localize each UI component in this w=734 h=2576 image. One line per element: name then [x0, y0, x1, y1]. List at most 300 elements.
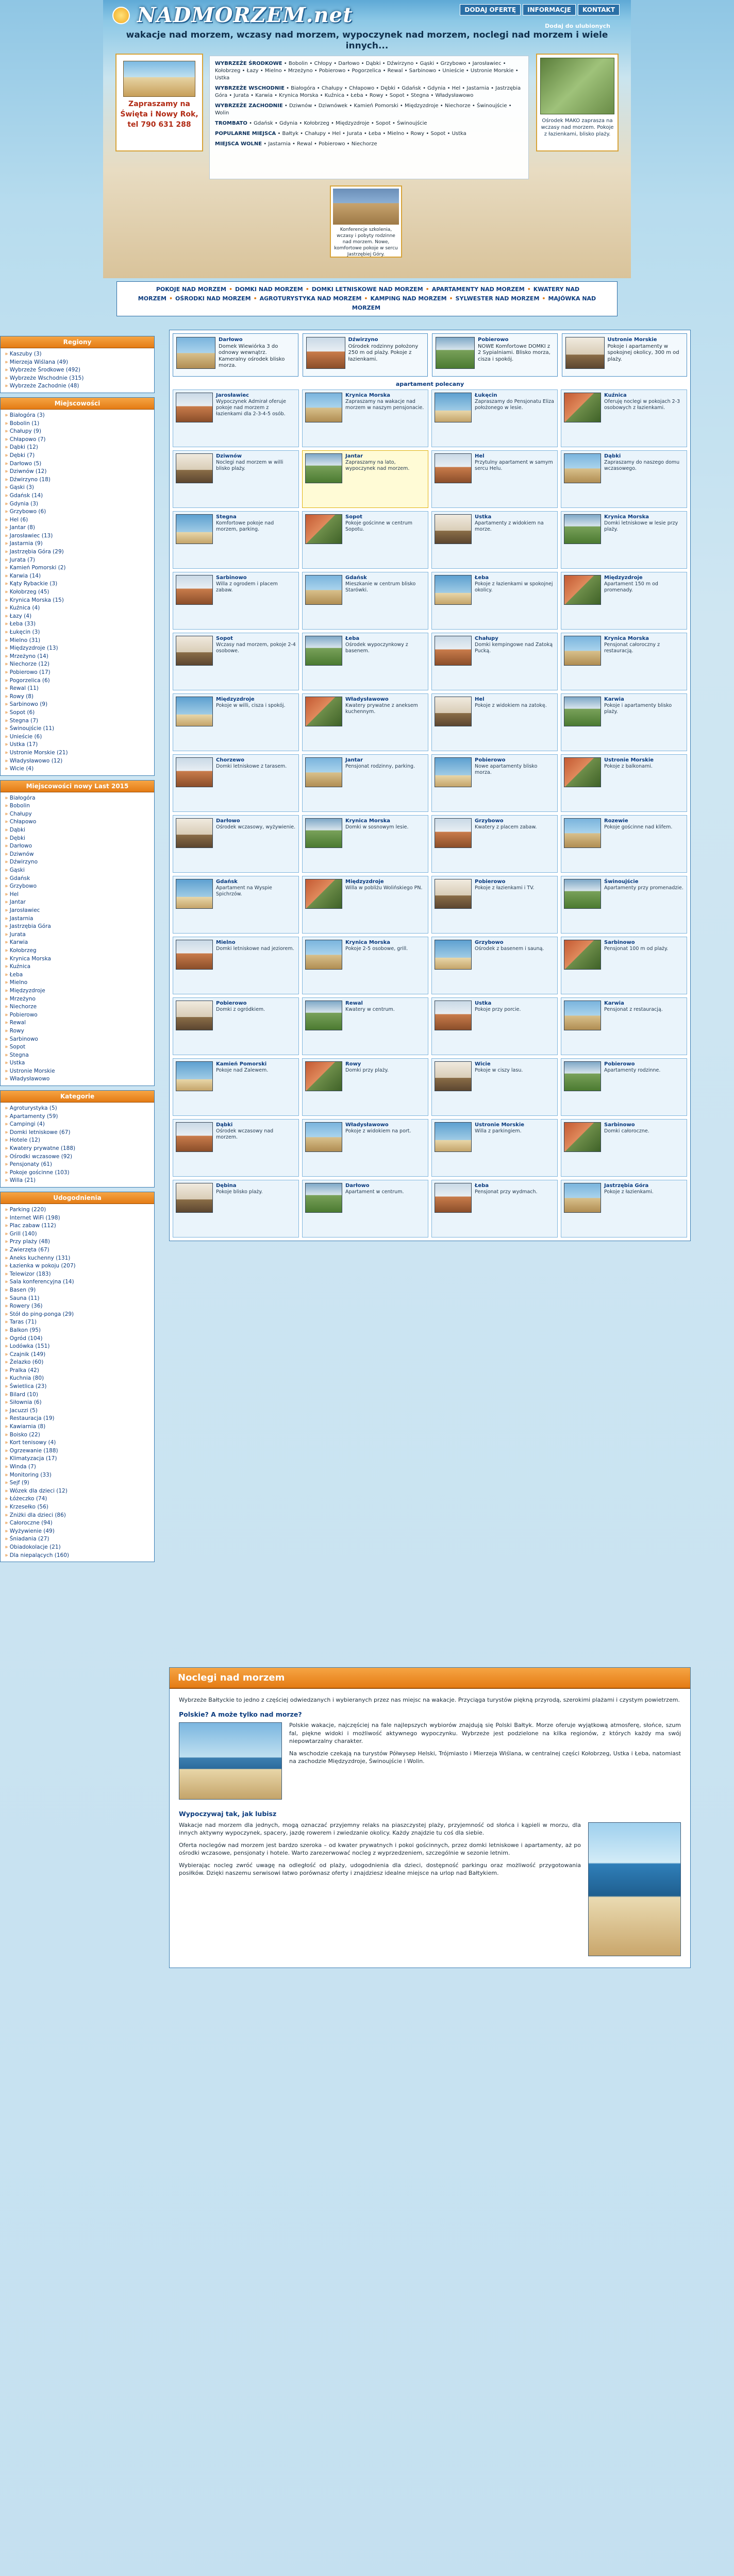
- sidebar-link[interactable]: Pogorzelica (6): [9, 677, 50, 684]
- sidebar-link[interactable]: Rewal: [9, 1020, 26, 1026]
- offer-card[interactable]: [561, 389, 687, 447]
- offer-title[interactable]: Krynica Morska: [345, 818, 391, 824]
- offer-card[interactable]: [561, 815, 687, 873]
- offer-thumbnail[interactable]: [176, 818, 213, 848]
- sidebar-link[interactable]: Czajnik (149): [9, 1351, 46, 1358]
- offer-title[interactable]: Pobierowo: [216, 1001, 247, 1006]
- sidebar-link[interactable]: Chałupy (9): [9, 428, 41, 435]
- sidebar-link[interactable]: Jarosławiec (13): [9, 532, 53, 539]
- offer-title[interactable]: Hel: [475, 697, 485, 702]
- sidebar-link[interactable]: Międzyzdroje (13): [9, 645, 58, 652]
- sidebar-link[interactable]: Lodówka (151): [9, 1343, 50, 1350]
- offer-card[interactable]: [302, 693, 428, 751]
- offer-title[interactable]: Ustka: [475, 514, 492, 520]
- sidebar-link[interactable]: Rowy (8): [9, 693, 34, 700]
- offer-thumbnail[interactable]: [564, 453, 601, 483]
- region-places[interactable]: Bobolin • Chłopy • Darłowo • Dąbki • Dźwirzyno • Gąski • Grzybowo • Jarosławiec • Kołobrzeg • Łazy • Mielno • Mrzeżyno • Pobierowo • Pogorzelica • Rewal • Sarbinowo • Unieście • Ustronie Morskie • Ustka: [215, 61, 519, 81]
- offer-thumbnail[interactable]: [176, 636, 213, 666]
- offer-card[interactable]: [173, 876, 299, 934]
- sidebar-link[interactable]: Wybrzeże Zachodnie (48): [9, 383, 79, 389]
- offer-title[interactable]: Międzyzdroje: [345, 879, 384, 885]
- sidebar-link[interactable]: Dębki: [9, 835, 25, 841]
- offer-title[interactable]: Rozewie: [604, 818, 628, 824]
- sidebar-link[interactable]: Bobolin (1): [9, 420, 40, 427]
- sidebar-link[interactable]: Kawiarnia (8): [9, 1423, 46, 1430]
- offer-thumbnail[interactable]: [564, 697, 601, 726]
- sidebar-link[interactable]: Kąty Rybackie (3): [9, 581, 58, 587]
- sidebar-link[interactable]: Rewal (11): [9, 685, 39, 692]
- sidebar-link[interactable]: Willa (21): [9, 1177, 36, 1184]
- offer-title[interactable]: Grzybowo: [475, 818, 504, 824]
- offer-thumbnail[interactable]: [176, 337, 215, 369]
- sidebar-link[interactable]: Ustka: [9, 1060, 25, 1066]
- add-to-favorites-link[interactable]: Dodaj do ulubionych: [545, 23, 610, 29]
- offer-card[interactable]: [173, 633, 299, 690]
- top-offer-card[interactable]: [173, 333, 298, 377]
- region-label[interactable]: WYBRZEŻE ZACHODNIE: [215, 103, 283, 109]
- offer-title[interactable]: Pobierowo: [478, 337, 509, 343]
- sidebar-link[interactable]: Mrzeżyno: [9, 995, 36, 1002]
- sidebar-link[interactable]: Dźwirzyno (18): [9, 476, 51, 483]
- offer-thumbnail[interactable]: [435, 636, 472, 666]
- offer-thumbnail[interactable]: [176, 1061, 213, 1091]
- sidebar-link[interactable]: Darłowo: [9, 843, 32, 850]
- offer-card[interactable]: [302, 389, 428, 447]
- sidebar-link[interactable]: Dziwnów (12): [9, 468, 47, 475]
- offer-card[interactable]: [173, 815, 299, 873]
- offer-title[interactable]: Krynica Morska: [604, 636, 649, 641]
- main-nav-item[interactable]: MAJÓWKA NAD MORZEM: [352, 295, 596, 311]
- offer-card[interactable]: [561, 876, 687, 934]
- sidebar-link[interactable]: Obiadokolacje (21): [9, 1544, 61, 1550]
- region-places[interactable]: Gdańsk • Gdynia • Kołobrzeg • Międzyzdroje • Sopot • Świnoujście: [254, 121, 427, 126]
- sidebar-link[interactable]: Stół do ping-ponga (29): [9, 1311, 74, 1317]
- sidebar-link[interactable]: Łukęcin (3): [9, 629, 40, 635]
- offer-card[interactable]: [302, 997, 428, 1055]
- offer-thumbnail[interactable]: [176, 697, 213, 726]
- region-label[interactable]: TROMBATO: [215, 121, 247, 126]
- offer-card[interactable]: [173, 754, 299, 812]
- offer-thumbnail[interactable]: [305, 636, 342, 666]
- offer-title[interactable]: Dziwnów: [216, 453, 242, 459]
- sidebar-link[interactable]: Stegna (7): [9, 717, 38, 724]
- offer-card[interactable]: [302, 1119, 428, 1177]
- sidebar-link[interactable]: Jurata: [9, 931, 26, 938]
- offer-thumbnail[interactable]: [305, 575, 342, 605]
- sidebar-link[interactable]: Gdańsk: [9, 875, 30, 882]
- sidebar-link[interactable]: Jacuzzi (5): [9, 1407, 38, 1414]
- offer-thumbnail[interactable]: [435, 818, 472, 848]
- sidebar-link[interactable]: Balkon (95): [9, 1327, 41, 1333]
- offer-title[interactable]: Międzyzdroje: [604, 575, 643, 581]
- offer-title[interactable]: Dąbki: [604, 453, 621, 459]
- offer-thumbnail[interactable]: [305, 1061, 342, 1091]
- offer-thumbnail[interactable]: [305, 1183, 342, 1213]
- offer-title[interactable]: Władysławowo: [345, 697, 389, 702]
- offer-thumbnail[interactable]: [564, 1001, 601, 1030]
- sidebar-link[interactable]: Basen (9): [9, 1286, 36, 1293]
- offer-thumbnail[interactable]: [305, 1122, 342, 1152]
- offer-thumbnail[interactable]: [564, 514, 601, 544]
- sidebar-link[interactable]: Karwia (14): [9, 572, 41, 579]
- sidebar-link[interactable]: Wybrzeże Wschodnie (315): [9, 375, 84, 381]
- offer-title[interactable]: Jastrzębia Góra: [604, 1183, 649, 1189]
- sidebar-link[interactable]: Pokoje gościnne (103): [9, 1169, 70, 1176]
- offer-thumbnail[interactable]: [435, 757, 472, 787]
- main-nav-item[interactable]: KWATERY NAD MORZEM: [138, 286, 580, 302]
- sidebar-link[interactable]: Taras (71): [9, 1319, 37, 1326]
- offer-thumbnail[interactable]: [306, 337, 345, 369]
- sidebar-link[interactable]: Pobierowo: [9, 1011, 38, 1018]
- sidebar-link[interactable]: Białogóra: [9, 794, 36, 801]
- offer-title[interactable]: Ustka: [475, 1001, 492, 1006]
- offer-thumbnail[interactable]: [305, 514, 342, 544]
- sidebar-link[interactable]: Boisko (22): [9, 1431, 40, 1438]
- offer-thumbnail[interactable]: [435, 453, 472, 483]
- sidebar-link[interactable]: Łeba (33): [9, 621, 36, 628]
- sidebar-link[interactable]: Stegna: [9, 1052, 29, 1058]
- offer-card[interactable]: [173, 1058, 299, 1116]
- offer-card[interactable]: [431, 389, 558, 447]
- offer-thumbnail[interactable]: [435, 1001, 472, 1030]
- offer-title[interactable]: Rowy: [345, 1061, 361, 1067]
- offer-title[interactable]: Dąbki: [216, 1122, 233, 1128]
- offer-thumbnail[interactable]: [564, 636, 601, 666]
- offer-title[interactable]: Pobierowo: [604, 1061, 635, 1067]
- offer-title[interactable]: Kuźnica: [604, 393, 627, 398]
- sidebar-link[interactable]: Kuźnica: [9, 963, 31, 970]
- offer-card[interactable]: [302, 633, 428, 690]
- sidebar-link[interactable]: Campingi (4): [9, 1121, 45, 1128]
- sidebar-link[interactable]: Telewizor (183): [9, 1270, 51, 1277]
- sidebar-link[interactable]: Winda (7): [9, 1464, 36, 1470]
- sidebar-link[interactable]: Kamień Pomorski (2): [9, 565, 66, 571]
- offer-thumbnail[interactable]: [176, 757, 213, 787]
- offer-title[interactable]: Dźwirzyno: [348, 337, 378, 343]
- sidebar-link[interactable]: Ogród (104): [9, 1335, 43, 1342]
- offer-card[interactable]: [302, 1180, 428, 1238]
- offer-title[interactable]: Chorzewo: [216, 757, 244, 763]
- offer-thumbnail[interactable]: [176, 1122, 213, 1152]
- offer-card[interactable]: [431, 1119, 558, 1177]
- offer-thumbnail[interactable]: [305, 818, 342, 848]
- main-nav-item[interactable]: OŚRODKI NAD MORZEM: [175, 295, 251, 302]
- sidebar-link[interactable]: Kołobrzeg (45): [9, 589, 49, 596]
- sidebar-link[interactable]: Kuchnia (80): [9, 1375, 44, 1382]
- sidebar-link[interactable]: Wybrzeże Środkowe (492): [9, 367, 81, 374]
- sidebar-link[interactable]: Całoroczne (94): [9, 1520, 53, 1527]
- sidebar-link[interactable]: Kuźnica (4): [9, 605, 40, 612]
- offer-title[interactable]: Sopot: [345, 514, 362, 520]
- sidebar-link[interactable]: Mielno: [9, 979, 28, 986]
- offer-title[interactable]: Sopot: [216, 636, 233, 641]
- sidebar-link[interactable]: Przy plaży (48): [9, 1239, 50, 1245]
- sidebar-link[interactable]: Pensjonaty (61): [9, 1161, 52, 1168]
- offer-card[interactable]: [431, 1058, 558, 1116]
- offer-title[interactable]: Mielno: [216, 940, 236, 945]
- sidebar-link[interactable]: Międzyzdroje: [9, 987, 45, 994]
- offer-card[interactable]: [173, 693, 299, 751]
- sidebar-link[interactable]: Dla niepalących (160): [9, 1552, 70, 1558]
- offer-thumbnail[interactable]: [565, 337, 605, 369]
- offer-title[interactable]: Pobierowo: [475, 879, 506, 885]
- offer-thumbnail[interactable]: [176, 514, 213, 544]
- offer-card[interactable]: [431, 815, 558, 873]
- sidebar-link[interactable]: Hel (6): [9, 516, 28, 523]
- offer-card[interactable]: [561, 937, 687, 994]
- offer-thumbnail[interactable]: [435, 1183, 472, 1213]
- offer-title[interactable]: Darłowo: [219, 337, 243, 343]
- sidebar-link[interactable]: Jastrzębia Góra: [9, 923, 51, 930]
- sidebar-link[interactable]: Sopot (6): [9, 709, 35, 716]
- sidebar-link[interactable]: Mrzeżyno (14): [9, 653, 48, 659]
- sidebar-link[interactable]: Władysławowo: [9, 1076, 50, 1082]
- sidebar-link[interactable]: Świetlica (23): [9, 1383, 47, 1390]
- region-places[interactable]: Białogóra • Chałupy • Chłapowo • Dębki • Gdańsk • Gdynia • Hel • Jastarnia • Jastrzębia Góra • Jurata • Karwia • Krynica Morska • Kuźnica • Łeba • Rowy • Sopot • Stegna • Władysławowo: [215, 86, 521, 98]
- offer-card[interactable]: [302, 572, 428, 630]
- offer-card[interactable]: [561, 1180, 687, 1238]
- offer-thumbnail[interactable]: [176, 1183, 213, 1213]
- region-places[interactable]: Dziwnów • Dziwnówek • Kamień Pomorski • Międzyzdroje • Niechorze • Świnoujście • Wolin: [215, 103, 512, 116]
- offer-title[interactable]: Łeba: [345, 636, 360, 641]
- sidebar-link[interactable]: Grill (140): [9, 1230, 37, 1237]
- offer-thumbnail[interactable]: [435, 575, 472, 605]
- offer-title[interactable]: Ustronie Morskie: [604, 757, 654, 763]
- sidebar-link[interactable]: Grzybowo: [9, 883, 37, 890]
- offer-thumbnail[interactable]: [435, 697, 472, 726]
- offer-card[interactable]: [173, 572, 299, 630]
- offer-thumbnail[interactable]: [564, 818, 601, 848]
- offer-card[interactable]: [302, 511, 428, 569]
- sidebar-link[interactable]: Rowy: [9, 1027, 24, 1034]
- sidebar-link[interactable]: Łazy (4): [9, 613, 32, 619]
- offer-card[interactable]: [173, 450, 299, 508]
- offer-thumbnail[interactable]: [176, 453, 213, 483]
- sidebar-link[interactable]: Ustronie Morskie: [9, 1067, 55, 1074]
- offer-card[interactable]: [431, 1180, 558, 1238]
- offer-title[interactable]: Darłowo: [216, 818, 240, 824]
- sidebar-link[interactable]: Jastarnia: [9, 915, 34, 922]
- offer-title[interactable]: Władysławowo: [345, 1122, 389, 1128]
- sidebar-link[interactable]: Bobolin: [9, 803, 30, 809]
- offer-card[interactable]: [302, 815, 428, 873]
- sidebar-link[interactable]: Unieście (6): [9, 733, 42, 740]
- offer-title[interactable]: Karwia: [604, 1001, 624, 1006]
- top-nav-add-offer[interactable]: DODAJ OFERTĘ: [460, 4, 521, 15]
- offer-card[interactable]: [302, 754, 428, 812]
- sidebar-link[interactable]: Sala konferencyjna (14): [9, 1279, 74, 1285]
- sidebar-link[interactable]: Wózek dla dzieci (12): [9, 1487, 68, 1494]
- sidebar-link[interactable]: Świnoujście (11): [9, 725, 55, 732]
- sidebar-link[interactable]: Krynica Morska (15): [9, 597, 64, 603]
- region-label[interactable]: MIEJSCA WOLNE: [215, 141, 262, 147]
- offer-card[interactable]: [561, 511, 687, 569]
- offer-title[interactable]: Świnoujście: [604, 879, 639, 885]
- offer-title[interactable]: Chałupy: [475, 636, 498, 641]
- offer-title[interactable]: Międzyzdroje: [216, 697, 255, 702]
- region-places[interactable]: Jastarnia • Rewal • Pobierowo • Niechorze: [268, 141, 377, 147]
- top-offer-card[interactable]: [432, 333, 558, 377]
- sidebar-link[interactable]: Gąski: [9, 867, 25, 874]
- sidebar-link[interactable]: Ustka (17): [9, 741, 38, 748]
- sidebar-link[interactable]: Karwia: [9, 939, 28, 946]
- sidebar-link[interactable]: Ośrodki wczasowe (92): [9, 1153, 73, 1160]
- sidebar-link[interactable]: Władysławowo (12): [9, 757, 63, 764]
- sidebar-link[interactable]: Monitoring (33): [9, 1471, 52, 1478]
- offer-card[interactable]: [561, 693, 687, 751]
- offer-title[interactable]: Krynica Morska: [345, 393, 391, 398]
- region-label[interactable]: WYBRZEŻE ŚRODKOWE: [215, 61, 282, 66]
- offer-card[interactable]: [431, 633, 558, 690]
- offer-thumbnail[interactable]: [564, 879, 601, 909]
- sidebar-link[interactable]: Dźwirzyno: [9, 859, 38, 866]
- offer-thumbnail[interactable]: [564, 1061, 601, 1091]
- sidebar-link[interactable]: Hotele (12): [9, 1137, 40, 1144]
- main-nav-item[interactable]: POKOJE NAD MORZEM: [156, 286, 226, 293]
- sidebar-link[interactable]: Pobierowo (17): [9, 669, 51, 675]
- offer-thumbnail[interactable]: [564, 575, 601, 605]
- sidebar-link[interactable]: Plac zabaw (112): [9, 1223, 56, 1229]
- sidebar-link[interactable]: Ustronie Morskie (21): [9, 749, 68, 756]
- sidebar-link[interactable]: Jantar: [9, 899, 26, 906]
- offer-title[interactable]: Sarbinowo: [216, 575, 247, 581]
- offer-card[interactable]: [302, 1058, 428, 1116]
- offer-card[interactable]: [431, 511, 558, 569]
- offer-title[interactable]: Gdańsk: [345, 575, 367, 581]
- offer-thumbnail[interactable]: [436, 337, 475, 369]
- sidebar-link[interactable]: Krzesełko (56): [9, 1503, 48, 1510]
- sidebar-link[interactable]: Łeba: [9, 971, 23, 978]
- offer-card[interactable]: [561, 1119, 687, 1177]
- sidebar-link[interactable]: Jurata (7): [9, 556, 36, 563]
- offer-card[interactable]: [173, 1180, 299, 1238]
- offer-thumbnail[interactable]: [305, 879, 342, 909]
- offer-thumbnail[interactable]: [435, 879, 472, 909]
- sidebar-link[interactable]: Chłapowo: [9, 819, 37, 825]
- top-offer-card[interactable]: [303, 333, 428, 377]
- sidebar-link[interactable]: Żelazko (60): [9, 1359, 44, 1366]
- offer-thumbnail[interactable]: [305, 393, 342, 422]
- offer-card[interactable]: [431, 693, 558, 751]
- top-offer-card[interactable]: [562, 333, 688, 377]
- offer-title[interactable]: Łeba: [475, 1183, 489, 1189]
- sidebar-link[interactable]: Zniżki dla dzieci (86): [9, 1512, 66, 1518]
- offer-thumbnail[interactable]: [176, 1001, 213, 1030]
- sidebar-link[interactable]: Jarosławiec: [9, 907, 40, 913]
- offer-card[interactable]: [561, 1058, 687, 1116]
- sidebar-link[interactable]: Niechorze (12): [9, 661, 50, 668]
- offer-thumbnail[interactable]: [564, 393, 601, 422]
- sidebar-link[interactable]: Ogrzewanie (188): [9, 1447, 58, 1454]
- offer-thumbnail[interactable]: [305, 697, 342, 726]
- sidebar-link[interactable]: Jastrzębia Góra (29): [9, 549, 64, 555]
- sidebar-link[interactable]: Mielno (31): [9, 637, 41, 643]
- sidebar-link[interactable]: Bilard (10): [9, 1391, 38, 1398]
- offer-title[interactable]: Darłowo: [345, 1183, 370, 1189]
- offer-thumbnail[interactable]: [435, 1061, 472, 1091]
- region-label[interactable]: POPULARNE MIEJSCA: [215, 131, 276, 137]
- sidebar-link[interactable]: Zwierzęta (67): [9, 1246, 49, 1253]
- top-nav-info[interactable]: INFORMACJE: [523, 4, 576, 15]
- main-nav-item[interactable]: APARTAMENTY NAD MORZEM: [431, 286, 525, 293]
- offer-title[interactable]: Ustronie Morskie: [607, 337, 657, 343]
- offer-card[interactable]: [561, 450, 687, 508]
- offer-title[interactable]: Karwia: [604, 697, 624, 702]
- promo-banner-left[interactable]: [115, 54, 203, 151]
- sidebar-link[interactable]: Wyżywienie (49): [9, 1528, 55, 1534]
- offer-title[interactable]: Krynica Morska: [604, 514, 649, 520]
- offer-title[interactable]: Sarbinowo: [604, 1122, 635, 1128]
- sidebar-link[interactable]: Dębki (7): [9, 452, 35, 459]
- sidebar-link[interactable]: Kort tenisowy (4): [9, 1439, 56, 1446]
- offer-thumbnail[interactable]: [305, 940, 342, 970]
- sidebar-link[interactable]: Sarbinowo: [9, 1036, 38, 1042]
- sidebar-link[interactable]: Wicie (4): [9, 766, 34, 772]
- offer-thumbnail[interactable]: [564, 1183, 601, 1213]
- region-places[interactable]: Bałtyk • Chałupy • Hel • Jurata • Łeba • Mielno • Rowy • Sopot • Ustka: [282, 131, 466, 137]
- offer-thumbnail[interactable]: [176, 940, 213, 970]
- offer-title[interactable]: Łeba: [475, 575, 489, 581]
- sidebar-link[interactable]: Grzybowo (6): [9, 509, 46, 515]
- offer-title[interactable]: Hel: [475, 453, 485, 459]
- sidebar-link[interactable]: Sopot: [9, 1044, 26, 1050]
- sidebar-link[interactable]: Klimatyzacja (17): [9, 1455, 57, 1462]
- sidebar-link[interactable]: Śniadania (27): [9, 1536, 49, 1543]
- offer-title[interactable]: Jarosławiec: [216, 393, 249, 398]
- offer-title[interactable]: Wicie: [475, 1061, 491, 1067]
- offer-card[interactable]: [561, 997, 687, 1055]
- offer-card[interactable]: [431, 997, 558, 1055]
- sidebar-link[interactable]: Niechorze: [9, 1004, 37, 1010]
- promo-banner-right[interactable]: [536, 54, 619, 151]
- offer-card[interactable]: [431, 754, 558, 812]
- offer-card[interactable]: [173, 937, 299, 994]
- offer-card[interactable]: [561, 572, 687, 630]
- sidebar-link[interactable]: Kwatery prywatne (188): [9, 1145, 76, 1152]
- offer-thumbnail[interactable]: [564, 940, 601, 970]
- offer-thumbnail[interactable]: [176, 393, 213, 422]
- offer-title[interactable]: Pobierowo: [475, 757, 506, 763]
- sidebar-link[interactable]: Dąbki: [9, 827, 25, 834]
- offer-card[interactable]: [173, 511, 299, 569]
- offer-card[interactable]: [173, 997, 299, 1055]
- offer-title[interactable]: Jantar: [345, 453, 363, 459]
- sidebar-link[interactable]: Jastarnia (9): [9, 540, 43, 547]
- sidebar-link[interactable]: Gdynia (3): [9, 500, 38, 507]
- offer-title[interactable]: Grzybowo: [475, 940, 504, 945]
- sidebar-link[interactable]: Pralka (42): [9, 1367, 39, 1374]
- offer-thumbnail[interactable]: [176, 575, 213, 605]
- sidebar-link[interactable]: Kaszuby (3): [9, 351, 42, 357]
- offer-thumbnail[interactable]: [305, 453, 342, 483]
- sidebar-link[interactable]: Dąbki (12): [9, 444, 38, 451]
- sidebar-link[interactable]: Białogóra (3): [9, 412, 45, 418]
- site-logo[interactable]: NADMORZEM.net: [137, 3, 353, 27]
- offer-card[interactable]: [431, 876, 558, 934]
- sidebar-link[interactable]: Sejf (9): [9, 1480, 29, 1486]
- sidebar-link[interactable]: Parking (220): [9, 1207, 46, 1213]
- offer-card[interactable]: [173, 389, 299, 447]
- sidebar-link[interactable]: Krynica Morska: [9, 955, 51, 962]
- offer-thumbnail[interactable]: [435, 393, 472, 422]
- sidebar-link[interactable]: Sarbinowo (9): [9, 701, 48, 708]
- offer-thumbnail[interactable]: [564, 757, 601, 787]
- sidebar-link[interactable]: Chałupy: [9, 810, 32, 817]
- sidebar-link[interactable]: Łóżeczko (74): [9, 1496, 47, 1502]
- offer-card[interactable]: [302, 450, 428, 508]
- sidebar-link[interactable]: Darłowo (5): [9, 460, 42, 467]
- offer-thumbnail[interactable]: [435, 940, 472, 970]
